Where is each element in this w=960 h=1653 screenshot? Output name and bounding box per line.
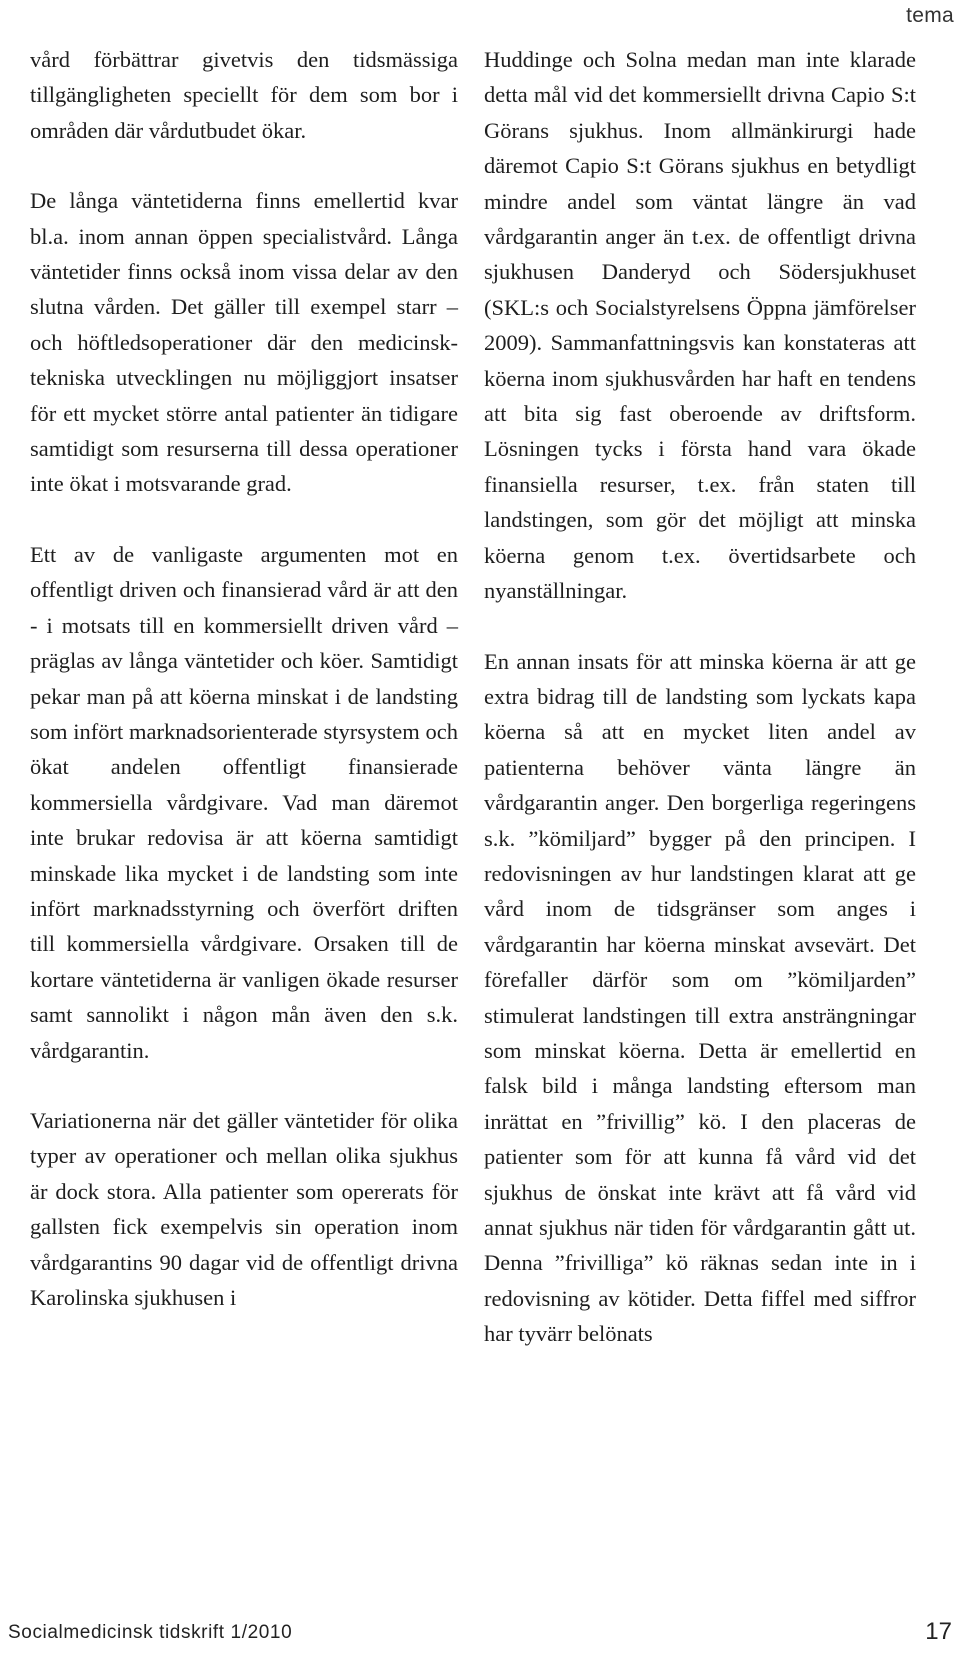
page-number: 17	[925, 1618, 952, 1645]
right-column	[484, 42, 916, 1352]
journal-name: Socialmedicinsk tidskrift 1/2010	[8, 1622, 293, 1643]
paragraph: De långa väntetiderna finns emellertid kvar bl.a. inom annan öppen specialistvård. Långa väntetider finns också inom vissa delar av den slutna vården. Det gäller till exempel starr – och höftledsoperationer där den medicinsk-tekniska utvecklingen nu möjliggjort insatser för ett mycket större antal patienter än tidigare samtidigt som resurserna till dessa operationer inte ökat i motsvarande grad.	[30, 188, 458, 497]
paragraph: Ett av de vanligaste argumenten mot en offentligt driven och finansierad vård är att den - i motsats till en kommersiellt driven vård – präglas av långa väntetider och köer. Samtidigt pekar man på att köerna minskat i de landsting som infört marknadsorienterade styrsystem och ökat andelen offentligt finansierade kommersiella vårdgivare. Vad man däremot inte brukar redovisa är att köerna samtidigt minskade lika mycket i de landsting som inte infört marknadsstyrning och överfört driften till kommersiella vårdgivare. Orsaken till de kortare väntetiderna är vanligen ökade resurser samt sannolikt i någon mån även den s.k. vårdgarantin.	[30, 541, 458, 1063]
left-column	[30, 42, 458, 1315]
paragraph: Variationerna när det gäller väntetider för olika typer av operationer och mellan olika sjukhus är dock stora. Alla patienter som opererats för gallsten fick exempelvis sin operation inom vårdgarantins 90 dagar vid de offentligt drivna Karolinska sjukhusen i	[30, 1107, 458, 1310]
paragraph: vård förbättrar givetvis den tidsmässiga tillgängligheten speciellt för dem som bor i områden där vårdutbudet ökar.	[30, 47, 458, 143]
paragraph: Huddinge och Solna medan man inte klarade detta mål vid det kommersiellt drivna Capio S:t Görans sjukhus. Inom allmänkirurgi hade däremot Capio S:t Görans sjukhus en betydligt mindre andel som väntat längre än vad vårdgarantin anger än t.ex. de offentligt drivna sjukhusen Danderyd och Södersjukhuset (SKL:s och Socialstyrelsens Öppna jämförelser 2009). Sammanfattningsvis kan konstateras att köerna inom sjukhusvården har haft en tendens att bita sig fast oberoende av driftsform. Lösningen tycks i första hand vara ökade finansiella resurser, t.ex. från staten till landstingen, som gör det möjligt att minska köerna genom t.ex. övertidsarbete och nyanställningar.	[484, 47, 916, 604]
section-tag: tema	[906, 4, 954, 27]
paragraph: En annan insats för att minska köerna är att ge extra bidrag till de landsting som lyckats kapa köerna så att en mycket liten andel av patienterna behöver vänta längre än vårdgarantin anger. Den borgerliga regeringens s.k. ”kömiljard” bygger på den principen. I redovisningen av hur landstingen klarat att ge vård inom de tidsgränser som anges i vårdgarantin har köerna minskat avsevärt. Det förefaller därför som om ”kömiljarden” stimulerat landstingen till extra ansträngningar som minskat köerna. Detta är emellertid en falsk bild i många landsting eftersom man inrättat en ”frivillig” kö. I den placeras de patienter som för att kunna få vård vid det sjukhus de önskat inte krävt att få vård vid annat sjukhus när tiden för vårdgarantin gått ut. Denna ”frivilliga” kö räknas sedan inte in i redovisning av kötider. Detta fiffel med siffror har tyvärr belönats	[484, 648, 916, 1347]
